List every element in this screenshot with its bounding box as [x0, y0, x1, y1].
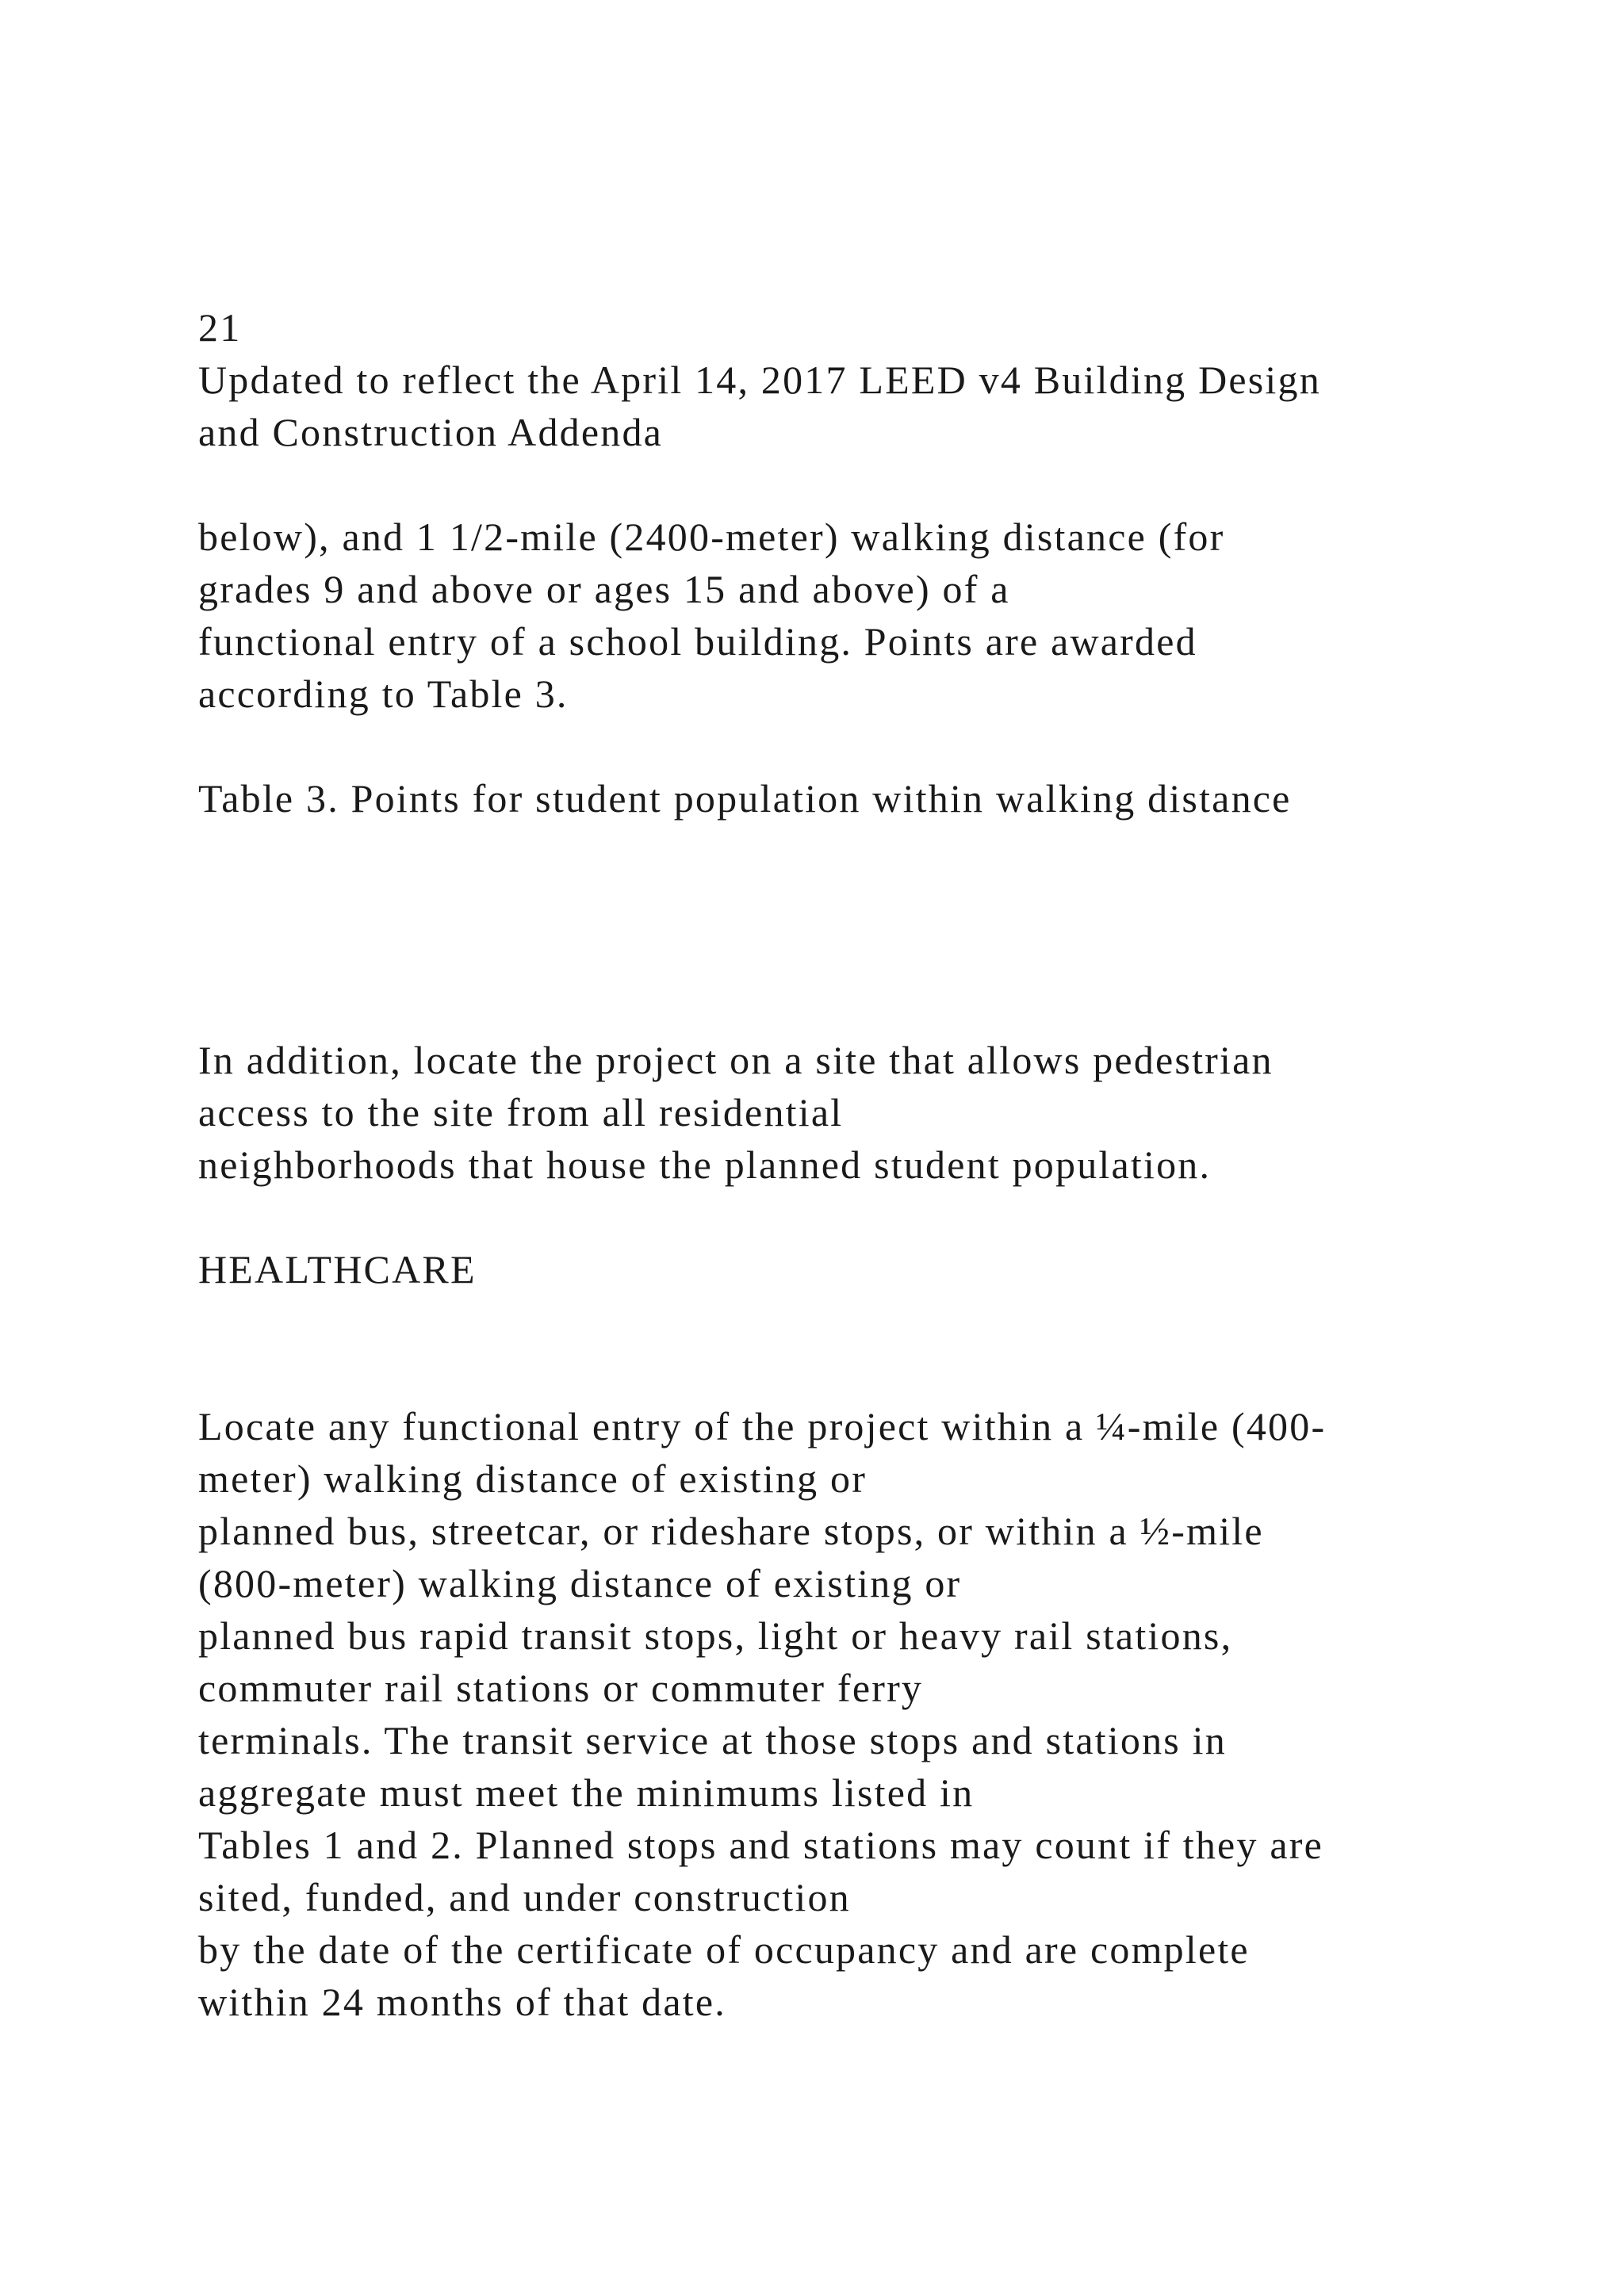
paragraph-line: access to the site from all residential	[198, 1090, 844, 1135]
header-note	[198, 354, 1499, 458]
paragraph-line: sited, funded, and under construction	[198, 1875, 851, 1919]
paragraph-line: neighborhoods that house the planned student population.	[198, 1142, 1212, 1187]
document-page	[198, 301, 1499, 2028]
paragraph-line: functional entry of a school building. Points are awarded	[198, 619, 1197, 664]
paragraph-line: by the date of the certificate of occupancy and are complete	[198, 1927, 1250, 1972]
paragraph-line: below), and 1 1/2-mile (2400-meter) walking distance (for	[198, 515, 1225, 559]
paragraph-line: according to Table 3.	[198, 672, 569, 716]
paragraph-school-walking-distance	[198, 511, 1499, 720]
paragraph-line: Locate any functional entry of the project within a ¼-mile (400-	[198, 1404, 1327, 1448]
paragraph-line: planned bus rapid transit stops, light or heavy rail stations,	[198, 1613, 1233, 1658]
paragraph-line: planned bus, streetcar, or rideshare stops, or within a ½-mile	[198, 1509, 1264, 1553]
table-caption: Table 3. Points for student population within walking distance	[198, 776, 1292, 821]
paragraph-line: grades 9 and above or ages 15 and above) of a	[198, 567, 1010, 611]
table-placeholder-space	[198, 825, 1499, 1034]
paragraph-line: In addition, locate the project on a site that allows pedestrian	[198, 1038, 1274, 1082]
paragraph-line: (800-meter) walking distance of existing or	[198, 1561, 962, 1605]
paragraph-line: terminals. The transit service at those stops and stations in	[198, 1718, 1227, 1762]
header-line: and Construction Addenda	[198, 410, 664, 454]
paragraph-pedestrian-access	[198, 1034, 1499, 1191]
paragraph-line: within 24 months of that date.	[198, 1980, 726, 2024]
section-heading: HEALTHCARE	[198, 1247, 477, 1292]
paragraph-line: Tables 1 and 2. Planned stops and stations may count if they are	[198, 1823, 1323, 1867]
paragraph-healthcare-transit	[198, 1400, 1499, 2028]
page-number: 21	[198, 305, 242, 350]
paragraph-line: aggregate must meet the minimums listed in	[198, 1770, 975, 1815]
paragraph-line: commuter rail stations or commuter ferry	[198, 1666, 924, 1710]
header-line: Updated to reflect the April 14, 2017 LEED v4 Building Design	[198, 358, 1321, 402]
paragraph-line: meter) walking distance of existing or	[198, 1456, 868, 1501]
